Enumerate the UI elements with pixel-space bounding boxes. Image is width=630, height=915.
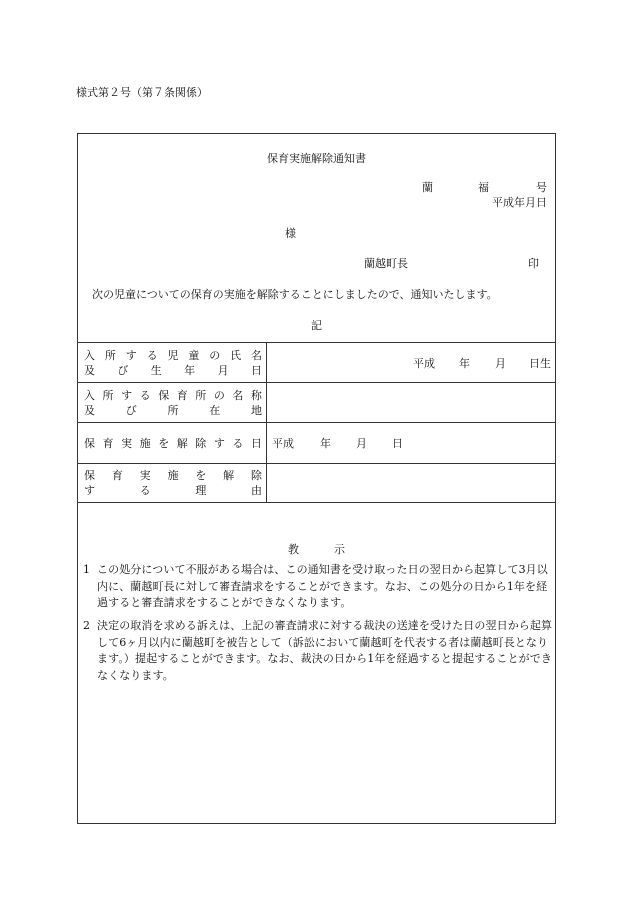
document-title: 保育実施解除通知書 xyxy=(267,152,366,165)
label-char: 所 xyxy=(102,388,114,402)
nursery-value xyxy=(267,383,556,423)
child-name-birth-label xyxy=(78,343,267,383)
number-prefix: 蘭 xyxy=(422,181,433,194)
cancel-reason-label xyxy=(78,464,267,503)
label-char: 日 xyxy=(250,363,262,377)
note-number: 1 xyxy=(83,563,90,576)
label-char: 地 xyxy=(251,403,262,417)
instruction-note-2 xyxy=(83,618,553,684)
label-char: 名 xyxy=(232,388,244,402)
label-char: 入 xyxy=(84,348,95,362)
birth-day-unit: 日生 xyxy=(529,356,551,370)
cancel-month-unit: 月 xyxy=(356,437,367,450)
label-char: す xyxy=(84,484,95,497)
label-char: 育 xyxy=(176,388,188,402)
label-char: す xyxy=(121,388,133,402)
label-char: 所 xyxy=(167,403,179,417)
label-char: 解 xyxy=(176,436,188,450)
table-row xyxy=(78,383,555,423)
label-char: の xyxy=(213,388,225,402)
cancel-day-unit: 日 xyxy=(392,437,403,450)
table-row xyxy=(78,343,555,383)
label-char: の xyxy=(209,348,221,362)
cancel-year-unit: 年 xyxy=(320,437,331,450)
seal-mark: 印 xyxy=(528,257,539,270)
issuer-name: 蘭越町長 xyxy=(364,257,408,270)
number-suffix: 号 xyxy=(536,181,547,194)
instruction-heading-char-2: 示 xyxy=(334,543,345,556)
form-number-label: 様式第２号（第７条関係） xyxy=(76,86,208,99)
label-char: 月 xyxy=(217,363,229,377)
label-char: 童 xyxy=(188,348,200,362)
cancel-reason-value xyxy=(267,464,556,503)
label-line xyxy=(84,388,262,403)
label-char: る xyxy=(232,436,244,450)
note-text: この処分について不服がある場合は、この通知書を受け取った日の翌日から起算して3月以内に、蘭越町長に対して審査請求をすることができます。なお、この処分の日から1年を経過すると審査請求をすることができなくなります。 xyxy=(97,563,548,609)
ki-heading: 記 xyxy=(311,319,322,332)
issue-date xyxy=(492,194,547,210)
label-char: す xyxy=(213,436,225,450)
label-char: 生 xyxy=(150,363,162,377)
cancel-era: 平成 xyxy=(272,437,294,450)
label-char: 及 xyxy=(84,403,95,417)
issue-day-unit: 日 xyxy=(536,196,547,209)
label-char: 育 xyxy=(111,469,123,482)
label-char: 解 xyxy=(223,469,235,482)
label-line xyxy=(84,403,262,418)
label-line xyxy=(84,483,262,498)
label-char: 施 xyxy=(139,436,151,450)
number-middle: 福 xyxy=(478,181,489,194)
label-char: 児 xyxy=(167,348,179,362)
label-line xyxy=(84,363,262,378)
label-char: 除 xyxy=(195,436,207,450)
document-number xyxy=(422,179,547,195)
label-char: 所 xyxy=(195,388,207,402)
note-text: 決定の取消を求める訴えは、上記の審査請求に対する裁決の送達を受けた日の翌日から起算して6ヶ月以内に蘭越町を被告として（訴訟において蘭越町を代表する者は蘭越町長となります。）提起することができます。なお、裁決の日から1年を経過すると提起することができなくなります。 xyxy=(97,619,553,682)
label-char: 実 xyxy=(139,469,151,482)
label-char: 年 xyxy=(184,363,196,377)
label-char: 所 xyxy=(104,348,116,362)
addressee-suffix: 様 xyxy=(285,227,296,240)
label-char: 由 xyxy=(250,484,262,497)
label-char: 育 xyxy=(102,436,114,450)
label-char: 名 xyxy=(251,348,262,362)
label-char: び xyxy=(125,403,137,417)
intro-text: 次の児童についての保育の実施を解除することにしましたので、通知いたします。 xyxy=(92,288,498,301)
birth-year-unit: 年 xyxy=(459,356,470,370)
birth-era: 平成 xyxy=(413,356,435,370)
label-char: 理 xyxy=(195,484,207,497)
issue-year-unit: 年 xyxy=(514,196,525,209)
label-char: 氏 xyxy=(230,348,242,362)
label-char: る xyxy=(139,484,151,497)
details-table xyxy=(78,342,555,503)
label-char: 日 xyxy=(250,436,262,450)
label-char: を xyxy=(158,436,170,450)
label-char: 保 xyxy=(84,436,95,450)
issue-era: 平成 xyxy=(492,196,514,209)
birth-month-unit: 月 xyxy=(495,356,506,370)
label-char: す xyxy=(125,348,137,362)
cancel-date-value xyxy=(267,423,556,464)
note-number: 2 xyxy=(83,619,90,632)
label-char: 施 xyxy=(167,469,179,482)
label-char: 保 xyxy=(158,388,170,402)
label-char: 実 xyxy=(121,436,133,450)
instruction-note-1 xyxy=(83,562,553,612)
label-char: び xyxy=(117,363,129,377)
cancel-date-label xyxy=(78,423,267,464)
label-char: る xyxy=(146,348,158,362)
label-char: 在 xyxy=(209,403,221,417)
label-line xyxy=(84,468,262,483)
label-char: を xyxy=(195,469,207,482)
label-char: 保 xyxy=(84,469,95,482)
notice-form xyxy=(77,133,556,824)
nursery-name-address-label xyxy=(78,383,267,423)
label-char: 称 xyxy=(250,388,262,402)
instruction-heading xyxy=(78,541,555,557)
table-row xyxy=(78,423,555,464)
label-char: 及 xyxy=(84,363,95,377)
instruction-heading-char-1: 教 xyxy=(288,543,299,556)
label-char: る xyxy=(139,388,151,402)
table-row xyxy=(78,464,555,503)
label-line xyxy=(84,348,262,363)
label-line xyxy=(84,436,262,451)
label-char: 入 xyxy=(84,388,95,402)
label-char: 除 xyxy=(250,469,262,482)
issue-month-unit: 月 xyxy=(525,196,536,209)
child-birth-value xyxy=(267,343,556,383)
